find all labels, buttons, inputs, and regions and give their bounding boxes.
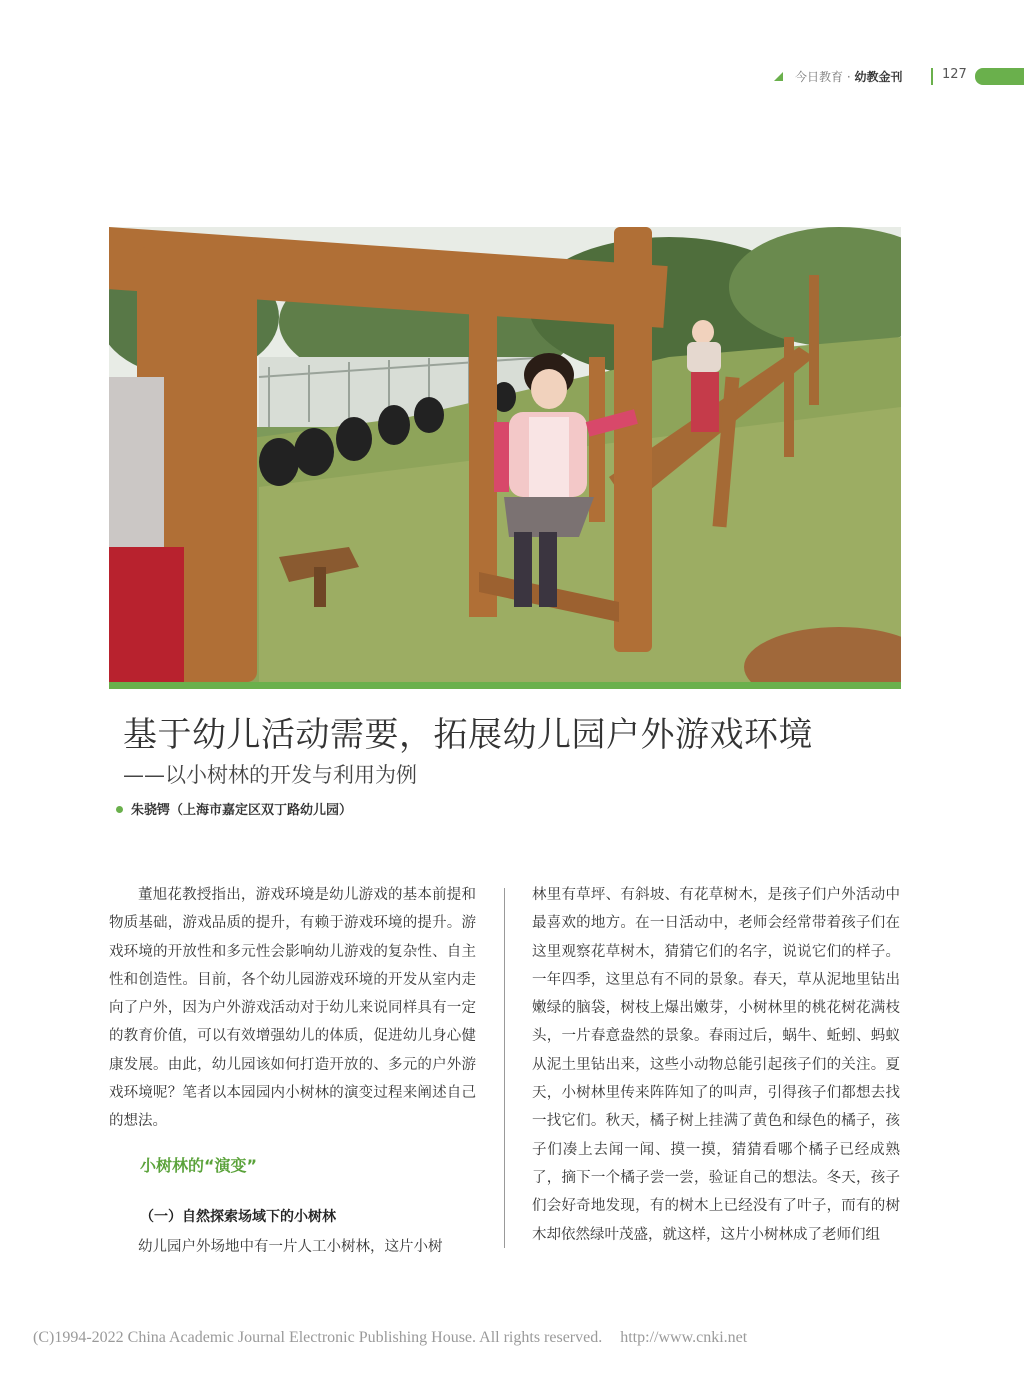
column-left-continued — [109, 1233, 476, 1261]
page-tab — [975, 68, 1024, 85]
page-header — [770, 66, 1024, 88]
journal-name: 今日教育 · 幼教金刊 — [795, 70, 903, 84]
body-paragraph: 幼儿园户外场地中有一片人工小树林，这片小树 — [138, 1239, 443, 1255]
triangle-icon — [774, 72, 783, 81]
page-footer — [33, 1329, 747, 1347]
article-title: 基于幼儿活动需要，拓展幼儿园户外游戏环境 — [123, 715, 813, 755]
section-name: 幼教金刊 — [854, 70, 903, 84]
intro-paragraph: 董旭花教授指出，游戏环境是幼儿游戏的基本前提和物质基础，游戏品质的提升，有赖于游戏环境的提升。游戏环境的开放性和多元性会影响幼儿游戏的复杂性、自主性和创造性。目前，各个幼儿园游戏环境的开发从室内走向了户外，因为户外游戏活动对于幼儿来说同样具有一定的教育价值，可以有效增强幼儿的体质，促进幼儿身心健康发展。由此，幼儿园该如何打造开放的、多元的户外游戏环境呢？笔者以本园园内小树林的演变过程来阐述自己的想法。 — [109, 887, 476, 1130]
copyright-text: (C)1994-2022 China Academic Journal Electronic Publishing House. All rights reserved. — [33, 1329, 603, 1346]
column-left — [109, 881, 476, 1136]
subsection-heading: （一）自然探索场域下的小树林 — [140, 1209, 336, 1225]
author-line — [116, 799, 352, 818]
page-number: 127 — [942, 67, 967, 82]
article-subtitle: ——以小树林的开发与利用为例 — [123, 763, 417, 787]
photo-accent-bar — [109, 682, 901, 689]
bullet-icon — [116, 806, 123, 813]
section-heading: 小树林的“演变” — [140, 1156, 258, 1175]
column-divider — [504, 888, 505, 1248]
footer-link[interactable]: http://www.cnki.net — [620, 1329, 748, 1346]
column-right — [532, 881, 900, 1249]
body-paragraph-right: 林里有草坪、有斜坡、有花草树木，是孩子们户外活动中最喜欢的地方。在一日活动中，老师会经常带着孩子们在这里观察花草树木，猜猜它们的名字，说说它们的样子。一年四季，这里总有不同的景象。春天，草从泥地里钻出嫩绿的脑袋，树枝上爆出嫩芽，小树林里的桃花树花满枝头，一片春意盎然的景象。春雨过后，蜗牛、蚯蚓、蚂蚁从泥土里钻出来，这些小动物总能引起孩子们的关注。夏天，小树林里传来阵阵知了的叫声，引得孩子们都想去找一找它们。秋天，橘子树上挂满了黄色和绿色的橘子，孩子们凑上去闻一闻、摸一摸，猜猜看哪个橘子已经成熟了，摘下一个橘子尝一尝，验证自己的想法。冬天，孩子们会好奇地发现，有的树木上已经没有了叶子，而有的树木却依然绿叶茂盛，就这样，这片小树林成了老师们组 — [532, 887, 900, 1243]
header-divider — [931, 68, 933, 85]
playground-photo — [109, 227, 901, 682]
author-text: 朱骁锷（上海市嘉定区双丁路幼儿园） — [131, 803, 353, 818]
